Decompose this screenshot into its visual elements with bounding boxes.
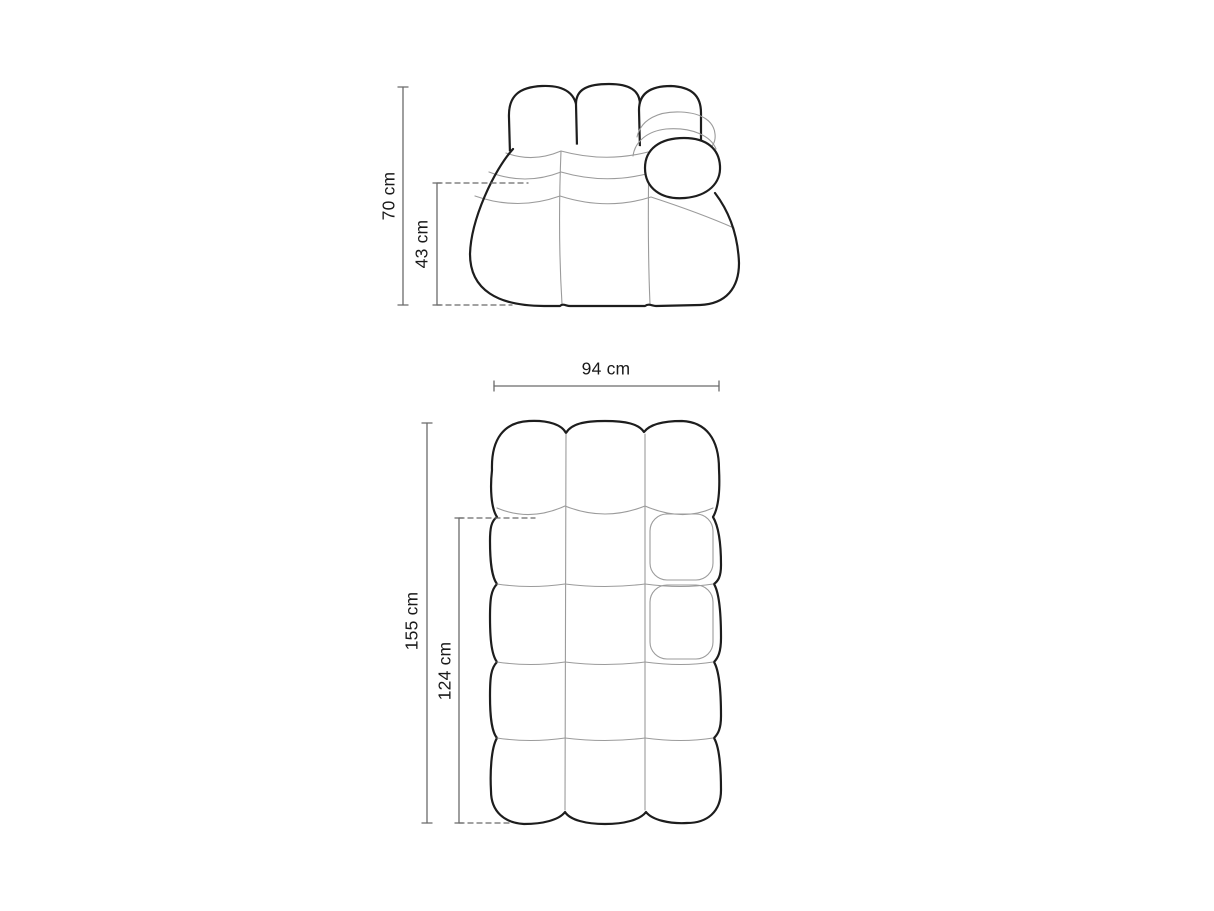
total-height-line <box>398 87 408 305</box>
top-view-outline <box>490 421 721 824</box>
top-view-drawing <box>422 381 721 824</box>
total-depth-label: 155 cm <box>401 591 422 651</box>
seat-height-label: 43 cm <box>411 219 432 269</box>
width-label: 94 cm <box>581 358 631 379</box>
armrest-cushion <box>645 138 720 198</box>
total-depth-line <box>422 423 432 823</box>
front-view-drawing <box>398 84 740 306</box>
width-line <box>494 381 719 391</box>
seat-depth-label: 124 cm <box>434 641 455 701</box>
total-height-label: 70 cm <box>378 171 399 221</box>
